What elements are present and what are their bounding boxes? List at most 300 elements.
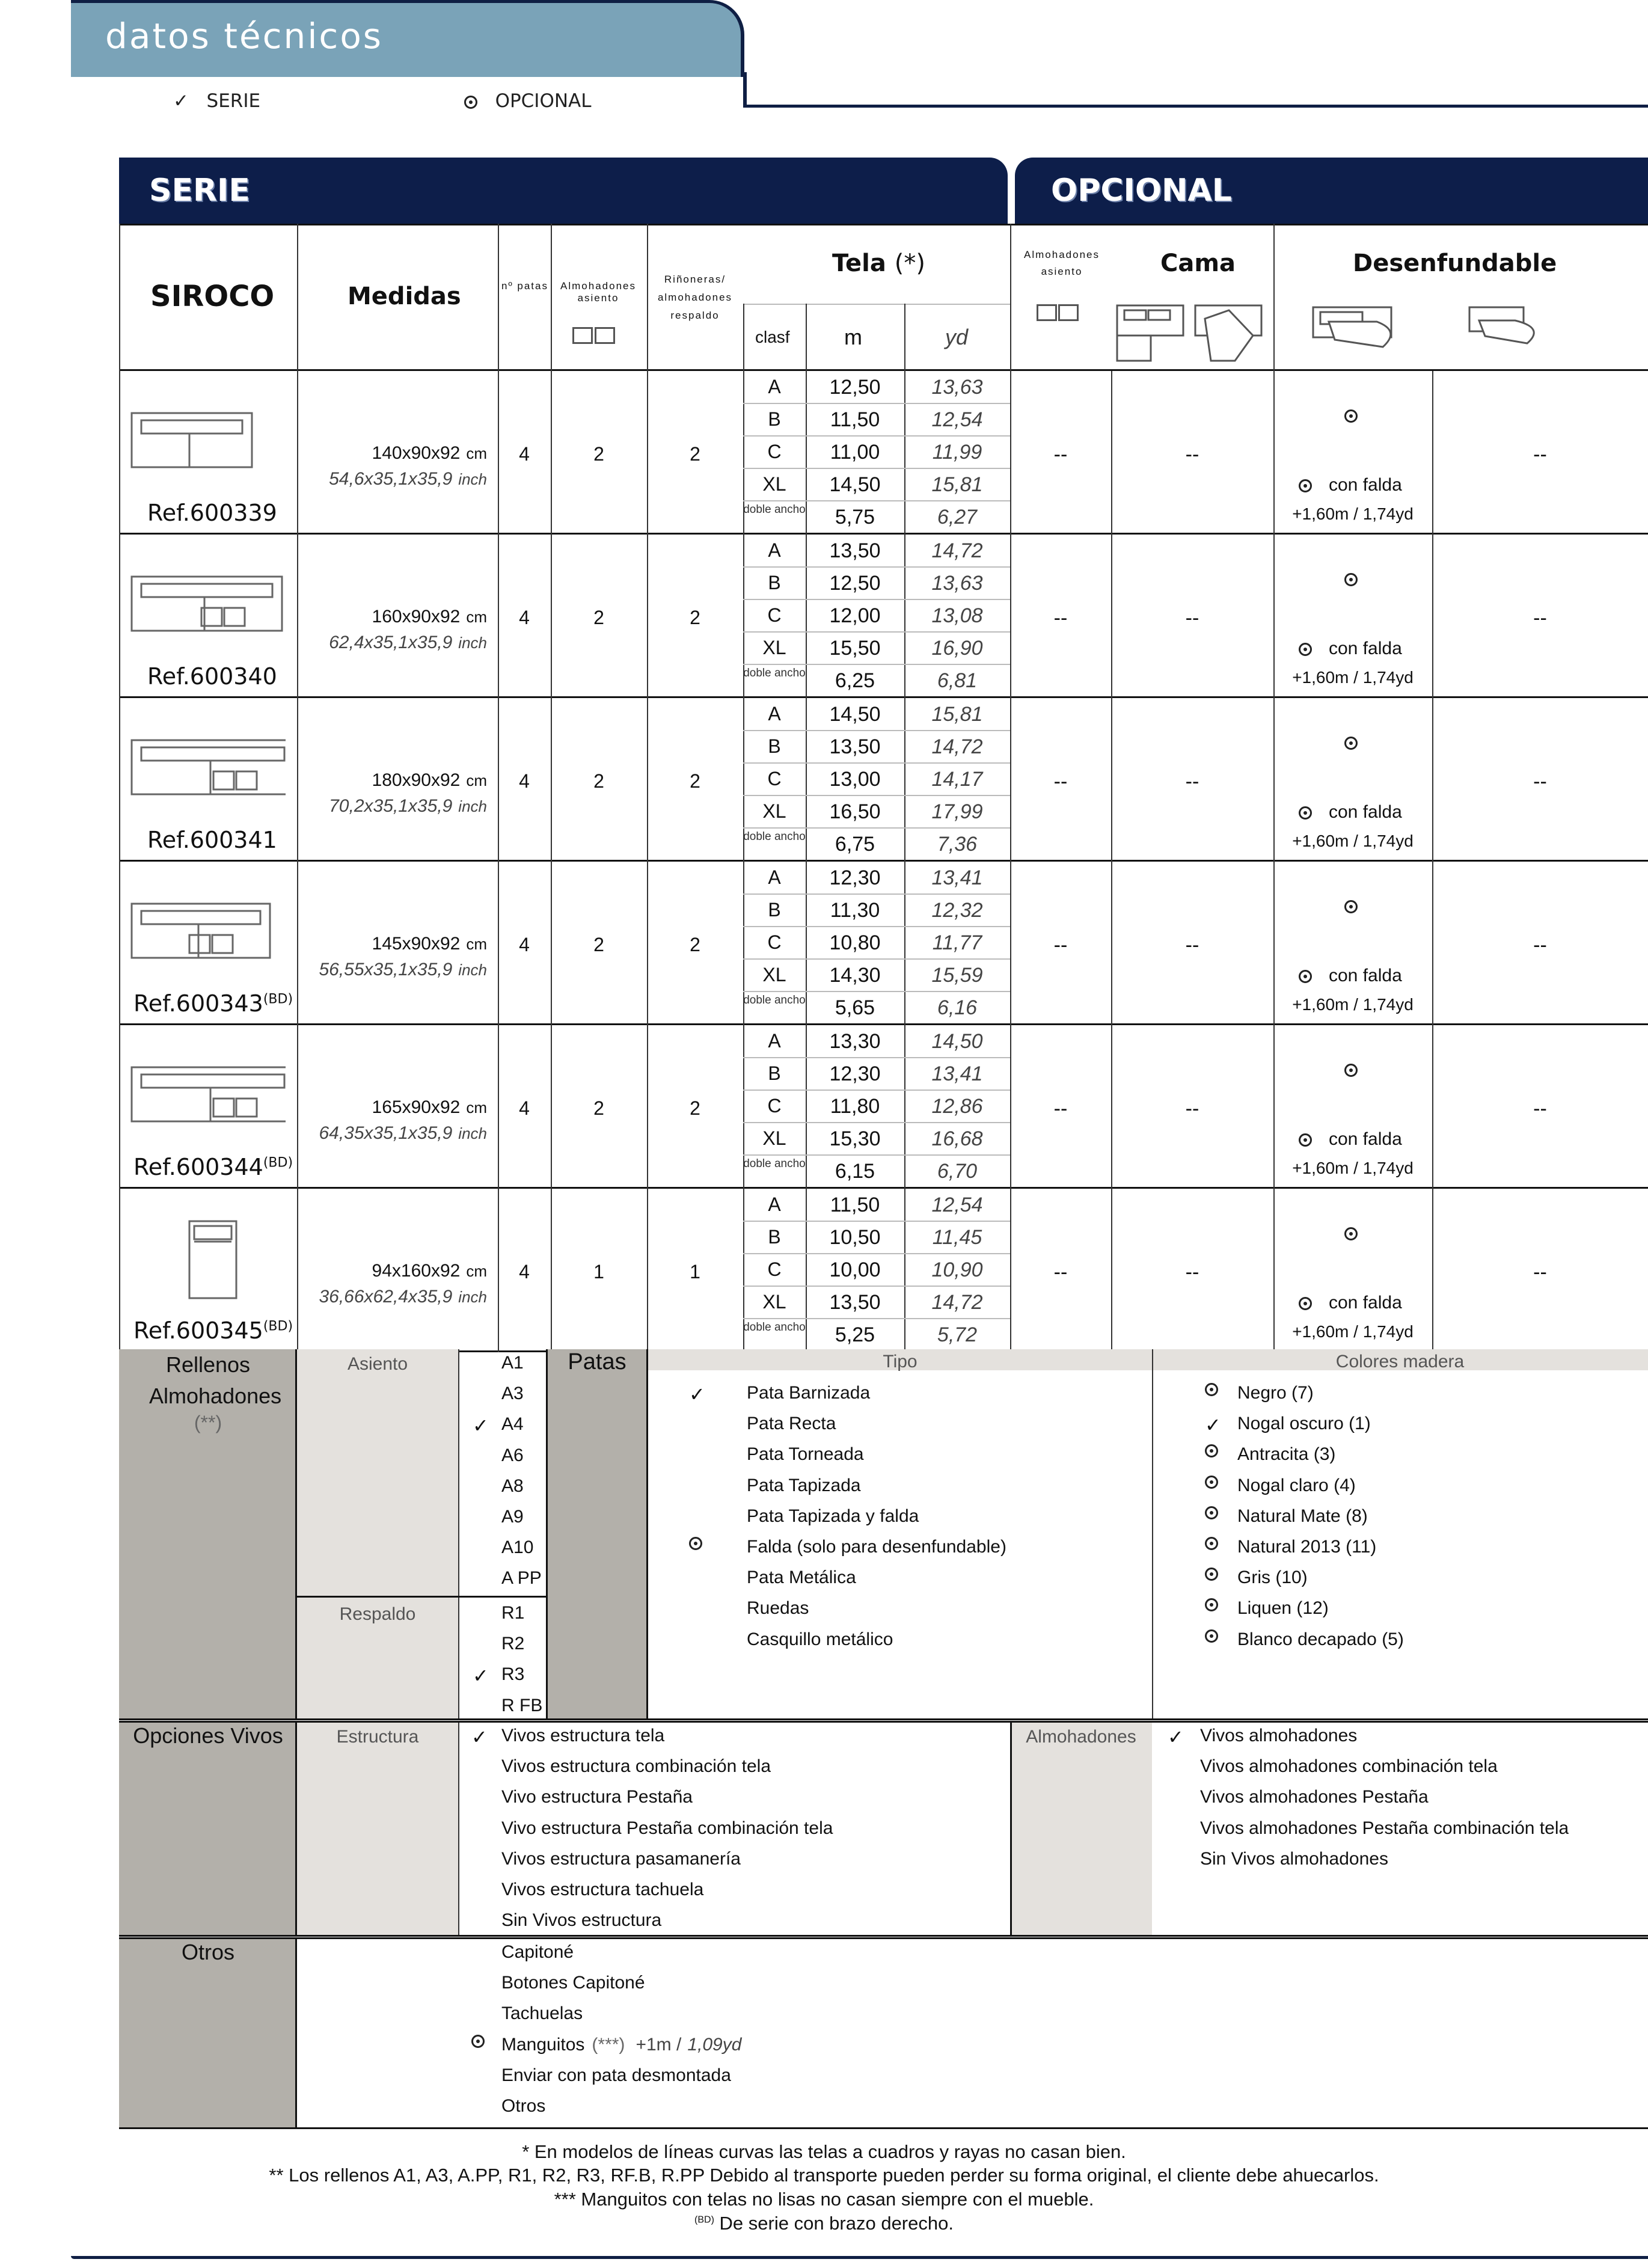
meters-value: 12,50 bbox=[829, 376, 881, 399]
grade-label: B bbox=[768, 1062, 781, 1084]
ref-label: Ref.600345 bbox=[133, 1317, 263, 1344]
col-patas: nº patas bbox=[501, 280, 548, 292]
tela-label: Tela bbox=[832, 250, 886, 277]
wood-color-option: Blanco decapado (5) bbox=[1237, 1629, 1404, 1649]
subrow-rule bbox=[743, 795, 1010, 796]
grade-label: A bbox=[768, 1030, 781, 1052]
meters-value: 15,50 bbox=[829, 637, 881, 660]
column-rule bbox=[297, 224, 298, 371]
leg-type-option: Pata Tapizada bbox=[747, 1475, 861, 1495]
yards-value: 12,86 bbox=[931, 1095, 983, 1118]
sofa-plan-icon bbox=[129, 571, 286, 655]
check-icon: ✓ bbox=[1168, 1726, 1184, 1748]
dash-value: -- bbox=[1185, 443, 1199, 466]
option-marker bbox=[689, 1383, 705, 1406]
column-rule bbox=[119, 862, 120, 1025]
legend-serie bbox=[173, 90, 260, 112]
legend-opcional-label: OPCIONAL bbox=[495, 90, 592, 112]
banner-serie: SERIE bbox=[119, 158, 1008, 224]
rellenos-sub-panel bbox=[297, 1349, 458, 1718]
leg-type-option: Falda (solo para desenfundable) bbox=[747, 1537, 1006, 1557]
ref-superscript: (BD) bbox=[263, 1155, 293, 1171]
column-rule bbox=[119, 371, 120, 535]
other-option bbox=[501, 2065, 731, 2086]
col-clasf: clasf bbox=[755, 328, 790, 346]
dimensions-cm bbox=[337, 607, 487, 627]
dimensions-cm-value: 145x90x92 bbox=[372, 934, 461, 954]
unit-inch: inch bbox=[458, 1124, 487, 1142]
grade-label: doble ancho bbox=[743, 830, 806, 843]
subrow-rule bbox=[743, 468, 1010, 469]
meters-value: 12,30 bbox=[829, 866, 881, 889]
piping-option: Vivos almohadones Pestaña bbox=[1200, 1787, 1429, 1807]
col-tela bbox=[832, 250, 925, 277]
other-option-label: Capitoné bbox=[501, 1942, 574, 1962]
banner-opcional: OPCIONAL bbox=[1015, 158, 1648, 224]
radio-icon bbox=[689, 1537, 702, 1550]
radio-icon bbox=[1344, 573, 1358, 586]
unit-inch: inch bbox=[458, 797, 487, 815]
section-rule bbox=[119, 1935, 1648, 1937]
subrow-rule bbox=[743, 958, 1010, 960]
con-falda-label: con falda bbox=[1329, 475, 1402, 495]
extra-fabric: +1,60m / 1,74yd bbox=[1292, 995, 1414, 1014]
dash-value: -- bbox=[1533, 607, 1547, 630]
subrow-rule bbox=[743, 762, 1010, 764]
other-option-label: Botones Capitoné bbox=[501, 1973, 645, 1993]
yards-value: 14,72 bbox=[931, 539, 983, 562]
dash-value: -- bbox=[1053, 1097, 1068, 1120]
tela-split-rule bbox=[743, 304, 1011, 305]
radio-icon bbox=[471, 2035, 485, 2048]
option-marker bbox=[1205, 1383, 1218, 1396]
dimensions-cm-value: 160x90x92 bbox=[372, 607, 461, 627]
yards-value: 13,41 bbox=[931, 1062, 983, 1085]
yards-value: 12,54 bbox=[931, 1194, 983, 1216]
cushion-icon bbox=[1037, 304, 1057, 321]
radio-icon bbox=[1299, 643, 1312, 656]
cover-icon bbox=[1467, 304, 1551, 352]
radio-icon bbox=[1299, 806, 1312, 820]
column-rule bbox=[297, 371, 298, 535]
dimensions-inch bbox=[301, 1123, 487, 1144]
wood-color-option: Negro (7) bbox=[1237, 1383, 1314, 1403]
tab-divider bbox=[743, 72, 747, 107]
column-rule bbox=[498, 224, 499, 371]
table-top-rule bbox=[119, 224, 1648, 225]
leg-type-option: Pata Torneada bbox=[747, 1444, 864, 1465]
check-icon: ✓ bbox=[689, 1384, 705, 1405]
column-rule bbox=[297, 1025, 298, 1189]
yards-value: 6,81 bbox=[937, 669, 978, 692]
grade-label: XL bbox=[762, 800, 786, 822]
column-rule bbox=[1152, 1349, 1153, 1718]
filling-option: A8 bbox=[501, 1476, 524, 1496]
meters-value: 16,50 bbox=[829, 800, 881, 823]
filling-option: A PP bbox=[501, 1568, 542, 1589]
subrow-rule bbox=[743, 500, 1010, 501]
con-falda-option bbox=[1299, 639, 1402, 659]
header-rule bbox=[743, 105, 1648, 108]
subrow-rule bbox=[743, 1253, 1010, 1254]
yards-value: 12,32 bbox=[931, 899, 983, 922]
desenfundable-option bbox=[1344, 737, 1358, 750]
cushion-icon bbox=[595, 327, 615, 344]
ref-label: Ref.600340 bbox=[147, 663, 277, 690]
meters-value: 13,30 bbox=[829, 1030, 881, 1053]
radio-icon bbox=[1344, 1227, 1358, 1240]
filling-option: R3 bbox=[501, 1664, 525, 1685]
dash-value: -- bbox=[1185, 934, 1199, 957]
column-rule bbox=[551, 224, 552, 371]
meters-value: 14,30 bbox=[829, 964, 881, 987]
ref-label: Ref.600343 bbox=[133, 990, 263, 1017]
extra-fabric: +1,60m / 1,74yd bbox=[1292, 832, 1414, 850]
radio-icon bbox=[1299, 970, 1312, 983]
dash-value: -- bbox=[1185, 1097, 1199, 1120]
legend-opcional bbox=[464, 90, 592, 112]
subrow-rule bbox=[743, 1154, 1010, 1156]
filling-option: A4 bbox=[501, 1414, 524, 1435]
yards-value: 13,08 bbox=[931, 604, 983, 627]
dimensions-inch bbox=[301, 469, 487, 489]
manguitos-extra: +1m / bbox=[636, 2034, 682, 2055]
extra-fabric: +1,60m / 1,74yd bbox=[1292, 1322, 1414, 1341]
column-rule bbox=[743, 304, 744, 371]
yards-value: 13,41 bbox=[931, 866, 983, 889]
dimensions-inch-value: 54,6x35,1x35,9 bbox=[329, 469, 453, 489]
footnote-4 bbox=[0, 2213, 1648, 2234]
filling-option: A9 bbox=[501, 1507, 524, 1527]
page-title: datos técnicos bbox=[105, 16, 384, 57]
meters-value: 14,50 bbox=[829, 473, 881, 496]
subrow-rule bbox=[743, 1090, 1010, 1091]
other-option-label: Manguitos bbox=[501, 2034, 585, 2055]
count-patas: 4 bbox=[519, 1261, 530, 1283]
col-almohadones: Almohadones asiento bbox=[560, 280, 636, 304]
meters-value: 13,00 bbox=[829, 768, 881, 791]
col-desenfundable: Desenfundable bbox=[1353, 250, 1557, 277]
sofa-plan-icon bbox=[129, 734, 286, 818]
option-marker bbox=[1168, 1726, 1184, 1749]
con-falda-option bbox=[1299, 1293, 1402, 1313]
column-rule bbox=[904, 304, 905, 371]
dimensions-inch-value: 62,4x35,1x35,9 bbox=[329, 633, 453, 652]
dash-value: -- bbox=[1533, 934, 1547, 957]
con-falda-option bbox=[1299, 802, 1402, 823]
meters-value: 6,15 bbox=[835, 1160, 875, 1183]
yards-value: 6,27 bbox=[937, 506, 978, 529]
unit-inch: inch bbox=[458, 961, 487, 979]
radio-icon bbox=[1344, 900, 1358, 913]
dimensions-cm-value: 140x90x92 bbox=[372, 443, 461, 463]
dimensions-cm bbox=[337, 1261, 487, 1281]
check-icon: ✓ bbox=[473, 1415, 489, 1437]
manguitos-note: (***) bbox=[592, 2034, 625, 2055]
option-marker bbox=[1205, 1568, 1218, 1581]
subrow-rule bbox=[743, 827, 1010, 829]
meters-value: 10,80 bbox=[829, 931, 881, 954]
count-alm: 2 bbox=[593, 607, 604, 628]
unit-cm: cm bbox=[466, 608, 487, 626]
subrow-rule bbox=[743, 566, 1010, 568]
count-alm: 2 bbox=[593, 934, 604, 955]
wood-color-option: Liquen (12) bbox=[1237, 1598, 1329, 1619]
piping-option: Vivos almohadones bbox=[1200, 1726, 1358, 1745]
desenfundable-option bbox=[1344, 1227, 1358, 1240]
column-rule bbox=[806, 304, 807, 371]
radio-icon bbox=[1299, 1297, 1312, 1310]
yards-value: 17,99 bbox=[931, 800, 983, 823]
meters-value: 12,50 bbox=[829, 572, 881, 595]
dimensions-inch bbox=[301, 1287, 487, 1307]
grade-label: doble ancho bbox=[743, 667, 806, 679]
unit-cm: cm bbox=[466, 1262, 487, 1280]
unit-cm: cm bbox=[466, 935, 487, 953]
grade-label: B bbox=[768, 1226, 781, 1248]
product-row bbox=[0, 1189, 1648, 1352]
tela-note: (*) bbox=[894, 250, 925, 277]
sofa-plan-icon bbox=[129, 1219, 286, 1303]
piping-option: Vivos estructura pasamanería bbox=[501, 1848, 741, 1869]
dimensions-cm-value: 165x90x92 bbox=[372, 1097, 461, 1117]
other-option bbox=[501, 2003, 583, 2024]
filling-option: R1 bbox=[501, 1603, 525, 1623]
radio-icon bbox=[1344, 409, 1358, 423]
ref-superscript: (BD) bbox=[263, 991, 293, 1007]
column-rule bbox=[647, 224, 648, 371]
count-rin: 1 bbox=[690, 1261, 700, 1283]
grade-label: doble ancho bbox=[743, 1321, 806, 1334]
meters-value: 12,00 bbox=[829, 604, 881, 627]
yards-value: 13,63 bbox=[931, 572, 983, 595]
vivos-panel bbox=[119, 1721, 297, 1935]
yards-value: 13,63 bbox=[931, 376, 983, 399]
cover-icon bbox=[1311, 304, 1443, 352]
column-rule bbox=[1010, 224, 1011, 371]
yards-value: 16,90 bbox=[931, 637, 983, 660]
con-falda-label: con falda bbox=[1329, 1293, 1402, 1313]
yards-value: 11,99 bbox=[932, 441, 982, 464]
unit-inch: inch bbox=[458, 470, 487, 488]
subrow-rule bbox=[743, 631, 1010, 633]
unit-cm: cm bbox=[466, 771, 487, 789]
patas-panel bbox=[546, 1349, 648, 1718]
product-row bbox=[0, 371, 1648, 535]
option-marker bbox=[1205, 1414, 1221, 1436]
meters-value: 12,30 bbox=[829, 1062, 881, 1085]
filling-option: A3 bbox=[501, 1384, 524, 1404]
wood-color-option: Antracita (3) bbox=[1237, 1444, 1336, 1465]
ref-superscript: (BD) bbox=[263, 1319, 293, 1334]
dash-value: -- bbox=[1053, 443, 1068, 466]
grade-label: B bbox=[768, 572, 781, 593]
section-rule bbox=[119, 1721, 1648, 1723]
count-alm: 1 bbox=[593, 1261, 604, 1283]
asiento-label: Asiento bbox=[347, 1354, 408, 1374]
almohadones-label: Almohadones bbox=[1026, 1727, 1136, 1747]
dash-value: -- bbox=[1533, 770, 1547, 793]
option-marker bbox=[1205, 1476, 1218, 1489]
footnote-1: * En modelos de líneas curvas las telas a cuadros y rayas no casan bien. bbox=[522, 2141, 1126, 2162]
product-ref bbox=[133, 1317, 293, 1344]
grade-label: doble ancho bbox=[743, 994, 806, 1007]
meters-value: 11,30 bbox=[830, 899, 880, 922]
grade-label: C bbox=[767, 604, 782, 626]
rellenos-title: Rellenos Almohadones bbox=[149, 1352, 282, 1408]
grade-label: C bbox=[767, 768, 782, 789]
ref-label: Ref.600339 bbox=[147, 500, 277, 526]
yards-value: 15,81 bbox=[931, 703, 983, 726]
option-marker bbox=[1205, 1629, 1218, 1643]
grade-label: A bbox=[768, 866, 781, 888]
product-row bbox=[0, 1025, 1648, 1189]
count-alm: 2 bbox=[593, 443, 604, 465]
count-patas: 4 bbox=[519, 607, 530, 628]
piping-option: Vivos almohadones Pestaña combinación tela bbox=[1200, 1818, 1569, 1838]
yards-value: 14,17 bbox=[931, 768, 983, 791]
count-patas: 4 bbox=[519, 770, 530, 792]
ref-label: Ref.600344 bbox=[133, 1154, 263, 1180]
check-icon: ✓ bbox=[1205, 1414, 1221, 1436]
count-patas: 4 bbox=[519, 1097, 530, 1119]
meters-value: 13,50 bbox=[829, 539, 881, 562]
manguitos-yd: 1,09yd bbox=[687, 2034, 742, 2055]
otros-title: Otros bbox=[181, 1940, 234, 1964]
grade-label: XL bbox=[762, 1291, 786, 1313]
tipo-label: Tipo bbox=[883, 1352, 917, 1372]
option-marker bbox=[471, 1726, 488, 1749]
subrow-rule bbox=[743, 1318, 1010, 1319]
grade-label: C bbox=[767, 1095, 782, 1117]
meters-value: 11,80 bbox=[830, 1095, 880, 1118]
estructura-label: Estructura bbox=[336, 1727, 419, 1747]
extra-fabric: +1,60m / 1,74yd bbox=[1292, 1159, 1414, 1177]
col-opc-almohadones: Almohadones asiento bbox=[1024, 249, 1100, 277]
check-icon: ✓ bbox=[173, 90, 189, 112]
dash-value: -- bbox=[1053, 770, 1068, 793]
grade-label: A bbox=[768, 539, 781, 561]
filling-option: A10 bbox=[501, 1537, 534, 1558]
wood-color-option: Nogal claro (4) bbox=[1237, 1475, 1356, 1495]
col-yd: yd bbox=[945, 325, 969, 349]
count-rin: 2 bbox=[690, 1097, 700, 1119]
sofa-plan-icon bbox=[129, 898, 286, 982]
product-ref bbox=[133, 990, 293, 1017]
dimensions-cm bbox=[337, 934, 487, 954]
footer-rule bbox=[71, 2256, 1648, 2259]
grade-label: XL bbox=[762, 473, 786, 495]
unit-inch: inch bbox=[458, 1288, 487, 1306]
subrow-rule bbox=[743, 1221, 1010, 1222]
column-rule bbox=[297, 1189, 298, 1352]
piping-option: Vivos almohadones combinación tela bbox=[1200, 1756, 1498, 1777]
other-option-label: Otros bbox=[501, 2096, 546, 2116]
wood-color-option: Gris (10) bbox=[1237, 1568, 1308, 1588]
grade-label: XL bbox=[762, 637, 786, 658]
rellenos-note: (**) bbox=[194, 1412, 222, 1433]
product-ref bbox=[147, 500, 277, 526]
yards-value: 14,72 bbox=[931, 735, 983, 758]
dimensions-inch bbox=[301, 796, 487, 817]
dimensions-cm-value: 180x90x92 bbox=[372, 770, 461, 790]
grade-label: doble ancho bbox=[743, 503, 806, 516]
product-row bbox=[0, 535, 1648, 698]
meters-value: 15,30 bbox=[829, 1127, 881, 1150]
subrow-rule bbox=[743, 730, 1010, 731]
meters-value: 6,75 bbox=[835, 833, 875, 856]
grade-label: doble ancho bbox=[743, 1157, 806, 1170]
dimensions-inch bbox=[301, 960, 487, 980]
yards-value: 14,72 bbox=[931, 1291, 983, 1314]
leg-type-option: Casquillo metálico bbox=[747, 1629, 893, 1649]
sofa-plan-icon bbox=[129, 1061, 286, 1145]
grade-label: B bbox=[768, 735, 781, 757]
option-marker bbox=[471, 2035, 485, 2048]
grade-label: C bbox=[767, 1258, 782, 1280]
model-name: SIROCO bbox=[150, 280, 275, 313]
footnote-2: ** Los rellenos A1, A3, A.PP, R1, R2, R3, RF.B, R.PP Debido al transporte pueden perder su forma original, el cliente debe ahuecarlos. bbox=[269, 2165, 1379, 2186]
unit-inch: inch bbox=[458, 634, 487, 652]
desenfundable-option bbox=[1344, 409, 1358, 423]
cushion-icon bbox=[572, 327, 593, 344]
option-marker bbox=[1205, 1598, 1218, 1611]
subrow-rule bbox=[743, 1122, 1010, 1123]
yards-value: 14,50 bbox=[931, 1030, 983, 1053]
con-falda-label: con falda bbox=[1329, 1129, 1402, 1149]
ref-label: Ref.600341 bbox=[147, 827, 277, 853]
meters-value: 11,00 bbox=[830, 441, 880, 464]
radio-icon bbox=[1344, 1064, 1358, 1077]
product-ref bbox=[147, 663, 277, 690]
leg-type-option: Ruedas bbox=[747, 1598, 809, 1619]
sofa-plan-icon bbox=[129, 407, 286, 491]
meters-value: 10,00 bbox=[829, 1258, 881, 1281]
option-marker bbox=[1205, 1444, 1218, 1457]
yards-value: 11,45 bbox=[932, 1226, 982, 1249]
bed-icon bbox=[1115, 301, 1271, 367]
subrow-rule bbox=[743, 1286, 1010, 1287]
vivos-alm-panel bbox=[1010, 1721, 1152, 1935]
unit-cm: cm bbox=[466, 444, 487, 462]
respaldo-label: Respaldo bbox=[339, 1604, 416, 1624]
column-rule bbox=[297, 535, 298, 698]
subrow-rule bbox=[743, 403, 1010, 404]
dash-value: -- bbox=[1053, 607, 1068, 630]
check-icon: ✓ bbox=[473, 1665, 489, 1687]
col-medidas: Medidas bbox=[348, 283, 461, 310]
filling-option: R2 bbox=[501, 1634, 525, 1654]
count-rin: 2 bbox=[690, 443, 700, 465]
dimensions-cm-value: 94x160x92 bbox=[372, 1261, 461, 1281]
yards-value: 11,77 bbox=[932, 931, 982, 954]
radio-icon bbox=[1299, 479, 1312, 492]
filling-option: A1 bbox=[501, 1353, 524, 1373]
dash-value: -- bbox=[1185, 607, 1199, 630]
radio-icon bbox=[1205, 1476, 1218, 1489]
yards-value: 6,70 bbox=[937, 1160, 978, 1183]
meters-value: 11,50 bbox=[830, 1194, 880, 1216]
count-patas: 4 bbox=[519, 934, 530, 955]
yards-value: 16,68 bbox=[931, 1127, 983, 1150]
grade-label: XL bbox=[762, 964, 786, 985]
dimensions-cm bbox=[337, 443, 487, 464]
option-marker bbox=[1205, 1506, 1218, 1519]
col-rinoneras: Riñoneras/ almohadones respaldo bbox=[657, 274, 733, 321]
wood-color-option: Natural Mate (8) bbox=[1237, 1506, 1368, 1526]
grade-label: A bbox=[768, 703, 781, 725]
count-patas: 4 bbox=[519, 443, 530, 465]
